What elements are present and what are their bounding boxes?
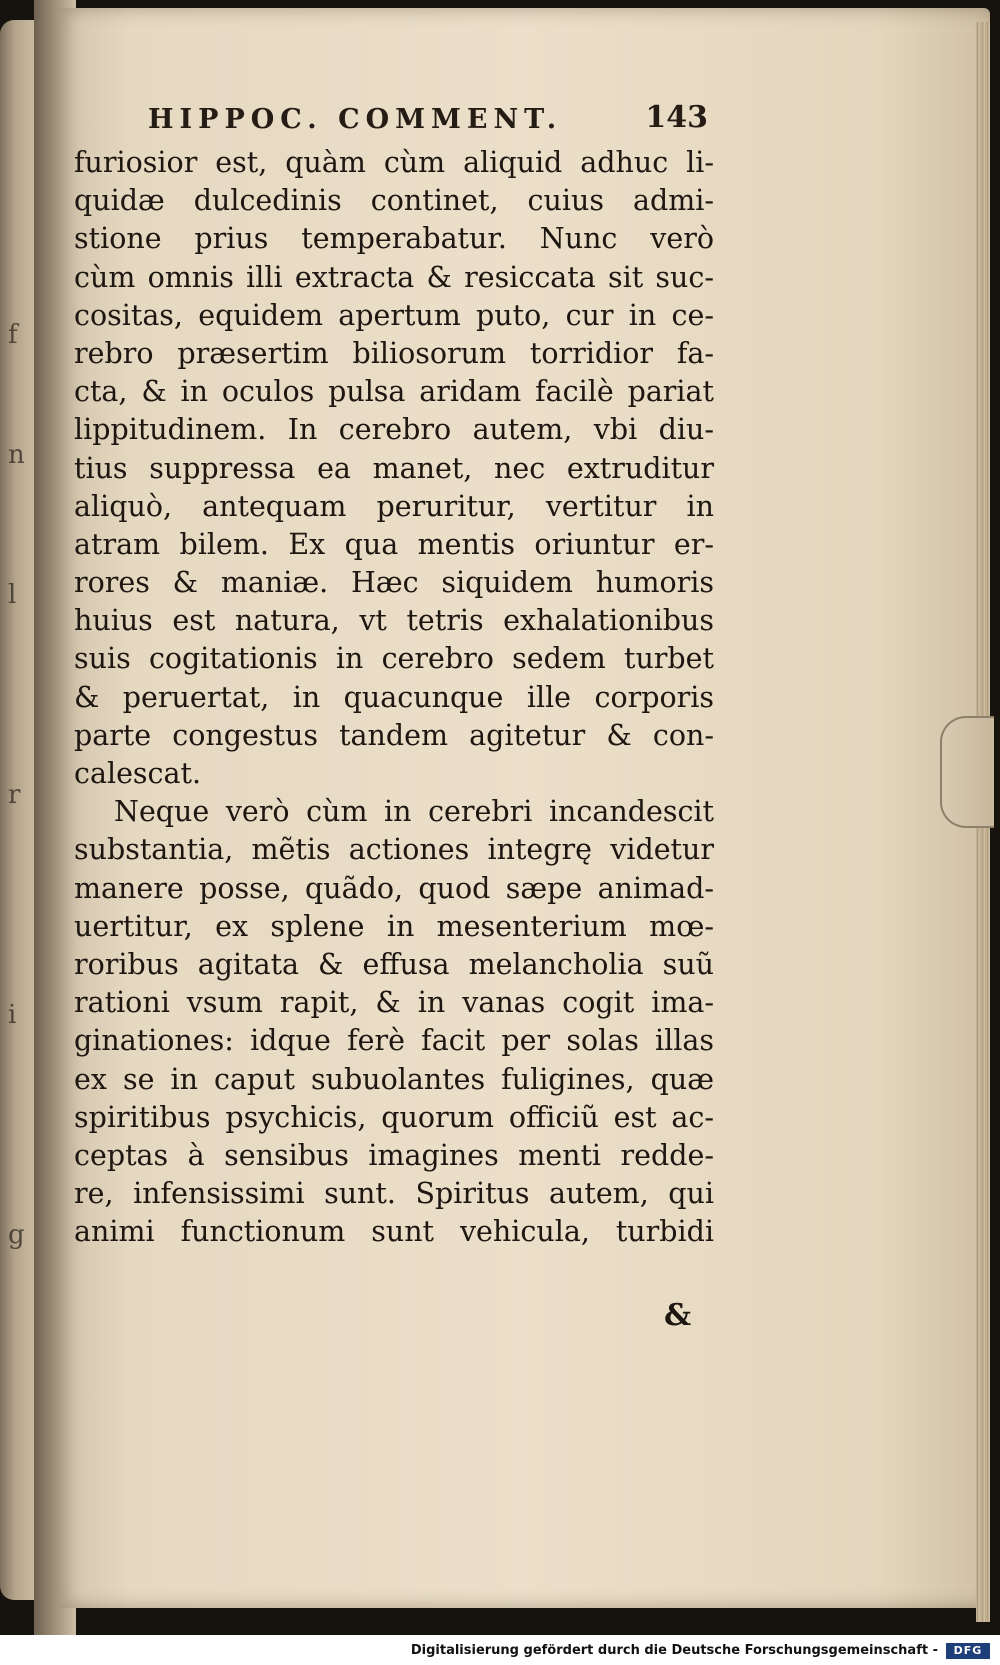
text-line: ex se in caput subuolantes fuligines, quæ: [74, 1062, 714, 1096]
text-line: cositas, equidem apertum puto, cur in ce-: [74, 298, 714, 332]
text-line: ginationes: idque ferè facit per solas illas: [74, 1024, 714, 1058]
facing-page-edge: [0, 20, 36, 1600]
funding-credit: Digitalisierung gefördert durch die Deutsche Forschungsgemeinschaft -: [410, 1643, 938, 1658]
text-line: suis cogitationis in cerebro sedem turbet: [74, 642, 714, 676]
text-line: huius est natura, vt tetris exhalationibus: [74, 604, 714, 638]
text-line: re, infensissimi sunt. Spiritus autem, qui: [74, 1177, 714, 1211]
text-line: spiritibus psychicis, quorum officiũ est ac-: [74, 1100, 714, 1134]
text-line: quidæ dulcedinis continet, cuius admi-: [74, 184, 714, 218]
text-line: furiosior est, quàm cùm aliquid adhuc li-: [74, 146, 714, 179]
body-text: [74, 144, 714, 1251]
text-line: cùm omnis illi extracta & resiccata sit suc-: [74, 260, 714, 294]
text-line: aliquò, antequam peruritur, vertitur in: [74, 489, 714, 523]
text-line: ceptas à sensibus imagines menti redde-: [74, 1138, 714, 1172]
text-line: cta, & in oculos pulsa aridam facilè pariat: [74, 375, 714, 409]
paragraph-start-line: Neque verò cùm in cerebri incandescit: [114, 795, 714, 829]
text-line: rores & maniæ. Hæc siquidem humoris: [74, 566, 714, 600]
facing-page-fragment: n: [8, 440, 25, 470]
text-line: atram bilem. Ex qua mentis oriuntur er-: [74, 527, 714, 561]
text-line: stione prius temperabatur. Nunc verò: [74, 222, 714, 256]
text-line: parte congestus tandem agitetur & con-: [74, 718, 714, 752]
facing-page-fragment: i: [8, 1000, 17, 1030]
dfg-logo: DFG: [946, 1643, 990, 1659]
text-line: manere posse, quãdo, quod sæpe animad-: [74, 871, 714, 905]
text-line: lippitudinem. In cerebro autem, vbi diu-: [74, 413, 714, 447]
facing-page-fragment: f: [8, 320, 18, 350]
text-line: animi functionum sunt vehicula, turbidi: [74, 1215, 714, 1249]
paragraph-end-line: calescat.: [74, 757, 202, 790]
page-header: [148, 100, 708, 144]
facing-page-fragment: r: [8, 780, 21, 810]
text-line: substantia, mẽtis actiones integrę videtur: [74, 833, 714, 867]
facing-page-fragment: l: [8, 580, 17, 610]
text-line: uertitur, ex splene in mesenterium mœ-: [74, 909, 714, 943]
text-line: roribus agitata & effusa melancholia suũ: [74, 947, 714, 981]
running-title: HIPPOC. COMMENT.: [148, 104, 563, 135]
text-line: rationi vsum rapit, & in vanas cogit ima-: [74, 986, 714, 1020]
text-line: rebro præsertim biliosorum torridior fa-: [74, 336, 714, 370]
catchword: &: [664, 1298, 692, 1333]
text-line: tius suppressa ea manet, nec extruditur: [74, 451, 714, 485]
bookmark-tab: [940, 716, 994, 828]
text-line: & peruertat, in quacunque ille corporis: [74, 680, 714, 714]
facing-page-fragment: g: [8, 1220, 25, 1250]
digitization-footer: [0, 1635, 1000, 1665]
page-number: 143: [645, 100, 708, 135]
